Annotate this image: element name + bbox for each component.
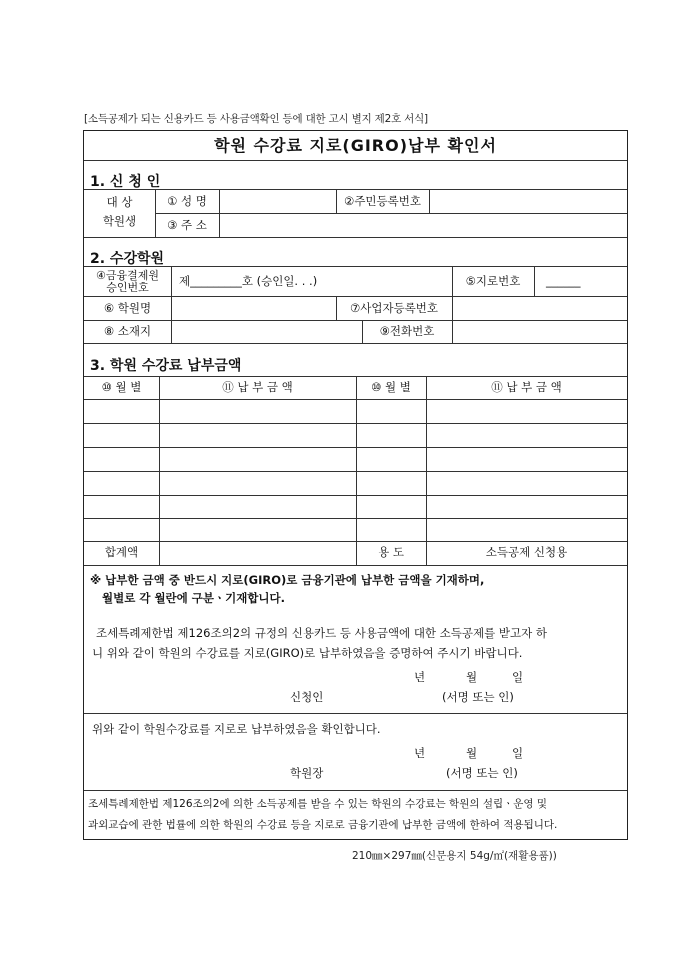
section-fee-heading: 3. 학원 수강료 납부금액 (90, 358, 242, 374)
location-label: ⑧ 소재지 (103, 324, 152, 338)
date-day-label: 일 (512, 670, 524, 684)
director-signature[interactable]: (서명 또는 인) (446, 766, 518, 780)
applicant-label: 신청인 (290, 690, 324, 704)
month-column-header: ⑩ 월 별 (101, 380, 142, 394)
payment-notice-2: 월별로 각 월란에 구분ㆍ기재합니다. (102, 591, 286, 605)
location-field[interactable] (172, 321, 362, 342)
form-caption: [소득공제가 되는 신용카드 등 사용금액확인 등에 대한 고시 별지 제2호 서식] (84, 113, 428, 125)
giro-number-label: ⑤지로번호 (465, 274, 521, 288)
name-label: ① 성 명 (167, 194, 207, 208)
director-label: 학원장 (290, 766, 324, 780)
academy-name-label: ⑥ 학원명 (103, 301, 152, 315)
divider (84, 790, 627, 791)
divider (426, 376, 427, 565)
divider (84, 160, 627, 161)
section-academy-heading: 2. 수강학원 (90, 251, 165, 267)
payment-notice: ※ 납부한 금액 중 반드시 지로(GIRO)로 금융기관에 납부한 금액을 기재하며, (90, 573, 485, 587)
phone-field[interactable] (453, 321, 627, 342)
giro-number-field[interactable]: ______ (546, 274, 581, 288)
divider (84, 565, 627, 566)
application-statement-2: 니 위와 같이 학원의 수강료를 지로(GIRO)로 납부하였음을 증명하여 주시기 바랍니다. (92, 646, 523, 660)
name-field[interactable] (220, 190, 336, 212)
form-title: 학원 수강료 지로(GIRO)납부 확인서 (214, 136, 497, 155)
business-number-field[interactable] (453, 297, 627, 319)
divider (159, 376, 160, 565)
phone-label: ⑨전화번호 (379, 324, 435, 338)
divider (84, 237, 627, 238)
approval-label-2: 승인번호 (106, 281, 149, 294)
confirmation-statement: 위와 같이 학원수강료를 지로로 납부하였음을 확인합니다. (92, 722, 381, 736)
divider (84, 713, 627, 714)
eligibility-note: 조세특례제한법 제126조의2에 의한 소득공제를 받을 수 있는 학원의 수강료는 학원의 설립ㆍ운영 및 (88, 798, 548, 810)
usage-label: 용 도 (378, 545, 404, 559)
date-month-label: 월 (466, 670, 478, 684)
date-year-label: 년 (414, 670, 426, 684)
confirm-year-label: 년 (414, 746, 426, 760)
divider (356, 376, 357, 565)
confirm-day-label: 일 (512, 746, 524, 760)
approval-label: ④금융결제원 (96, 269, 159, 282)
divider (534, 266, 535, 296)
address-field[interactable] (220, 214, 627, 236)
divider (171, 266, 172, 296)
confirm-month-label: 월 (466, 746, 478, 760)
section-applicant-heading: 1. 신 청 인 (90, 174, 161, 190)
student-label-2: 학원생 (102, 214, 137, 228)
divider (84, 266, 627, 267)
address-label: ③ 주 소 (167, 218, 207, 232)
giro-payment-form (83, 130, 628, 840)
total-label: 합계액 (104, 545, 139, 559)
approval-number-field[interactable]: 제_________호 (승인일. . .) (179, 274, 318, 288)
amount-column-header-2: ⑪ 납 부 금 액 (491, 380, 562, 394)
business-number-label: ⑦사업자등록번호 (349, 301, 439, 315)
student-label: 대 상 (106, 195, 133, 209)
rrn-field[interactable] (430, 190, 627, 212)
usage-value: 소득공제 신청용 (485, 545, 568, 559)
rrn-label: ②주민등록번호 (344, 194, 421, 208)
applicant-signature[interactable]: (서명 또는 인) (442, 690, 514, 704)
month-column-header-2: ⑩ 월 별 (371, 380, 411, 394)
application-statement: 조세특례제한법 제126조의2의 규정의 신용카드 등 사용금액에 대한 소득공제를 받고자 하 (96, 626, 547, 640)
divider (84, 343, 627, 344)
amount-column-header: ⑪ 납 부 금 액 (222, 380, 293, 394)
eligibility-note-2: 과외교습에 관한 법률에 의한 학원의 수강료 등을 지로로 금융기관에 납부한 금액에 한하여 적용됩니다. (88, 819, 558, 831)
academy-name-field[interactable] (172, 297, 336, 319)
paper-spec: 210㎜×297㎜(신문용지 54g/㎡(재활용품)) (352, 850, 557, 862)
